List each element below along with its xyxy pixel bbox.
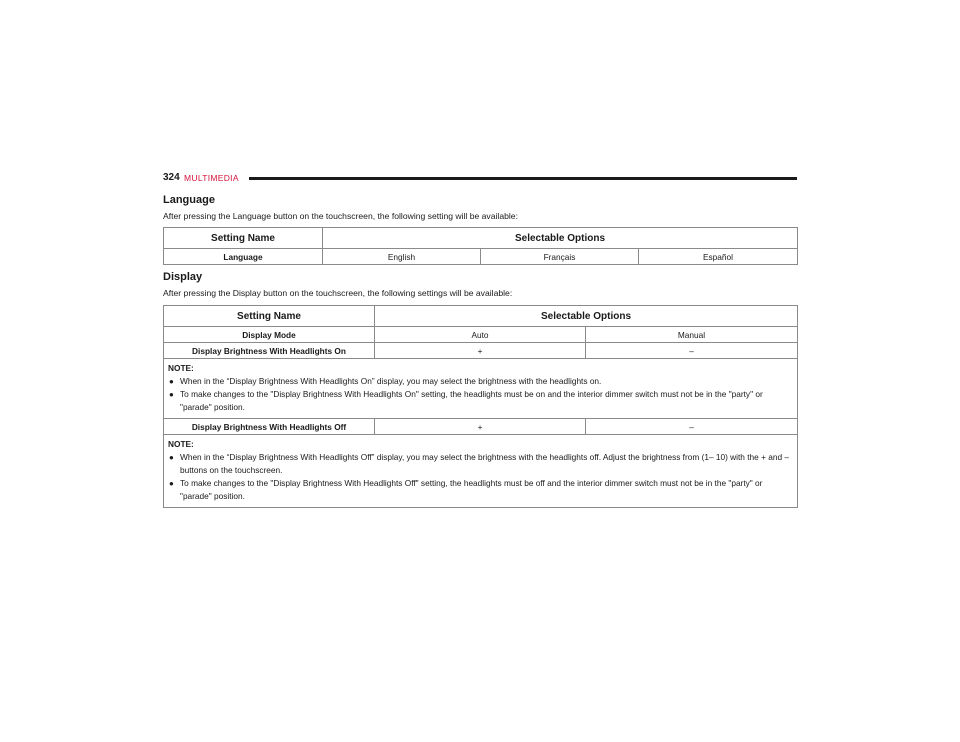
- language-heading: Language: [163, 194, 215, 206]
- display-intro: After pressing the Display button on the touchscreen, the following settings will be available:: [163, 288, 513, 298]
- option-cell: Español: [639, 249, 798, 265]
- language-intro: After pressing the Language button on the touchscreen, the following setting will be available:: [163, 211, 518, 221]
- note-row: [164, 359, 798, 419]
- display-heading: Display: [163, 271, 203, 283]
- note-label: NOTE:: [168, 439, 194, 449]
- option-cell: +: [375, 419, 586, 435]
- note-label: NOTE:: [168, 363, 194, 373]
- table-row: [164, 327, 798, 343]
- bullet-dot-icon: ●: [169, 479, 174, 488]
- option-cell: Manual: [586, 327, 798, 343]
- note-bullet: [168, 477, 791, 503]
- bullet-dot-icon: ●: [169, 453, 174, 462]
- page-number: 324: [163, 172, 180, 183]
- column-header-selectable-options: Selectable Options: [375, 306, 798, 327]
- option-cell: Auto: [375, 327, 586, 343]
- option-cell: –: [586, 343, 798, 359]
- setting-name: Display Mode: [164, 327, 375, 343]
- note-cell: [164, 359, 798, 419]
- note-bullet: [168, 375, 791, 388]
- setting-name: Display Brightness With Headlights On: [164, 343, 375, 359]
- option-cell: Français: [481, 249, 639, 265]
- column-header-selectable-options: Selectable Options: [323, 228, 798, 249]
- page-header: [163, 172, 797, 186]
- section-label: MULTIMEDIA: [184, 173, 239, 183]
- language-table: [163, 227, 798, 265]
- column-header-setting-name: Setting Name: [164, 228, 323, 249]
- option-cell: +: [375, 343, 586, 359]
- table-row: [164, 343, 798, 359]
- display-table: [163, 305, 798, 508]
- note-text: When in the “Display Brightness With Headlights On” display, you may select the brightness with the headlights on.: [180, 376, 602, 386]
- note-text: To make changes to the "Display Brightness With Headlights On" setting, the headlights must be on and the interior dimmer switch must not be in the "party" or "parade" position.: [180, 389, 763, 412]
- table-row: [164, 419, 798, 435]
- note-text: To make changes to the "Display Brightness With Headlights Off" setting, the headlights must be off and the interior dimmer switch must not be in the "party" or "parade" position.: [180, 478, 763, 501]
- column-header-setting-name: Setting Name: [164, 306, 375, 327]
- setting-name: Display Brightness With Headlights Off: [164, 419, 375, 435]
- note-bullet: [168, 388, 791, 414]
- option-cell: –: [586, 419, 798, 435]
- note-text: When in the “Display Brightness With Headlights Off” display, you may select the brightness with the headlights off. Adjust the brightness from (1– 10) with the + and – buttons on the touchscreen.: [180, 452, 789, 475]
- table-row: [164, 249, 798, 265]
- note-cell: [164, 435, 798, 508]
- bullet-dot-icon: ●: [169, 377, 174, 386]
- bullet-dot-icon: ●: [169, 390, 174, 399]
- note-row: [164, 435, 798, 508]
- option-cell: English: [323, 249, 481, 265]
- header-rule: [249, 177, 797, 180]
- note-bullet: [168, 451, 791, 477]
- setting-name: Language: [164, 249, 323, 265]
